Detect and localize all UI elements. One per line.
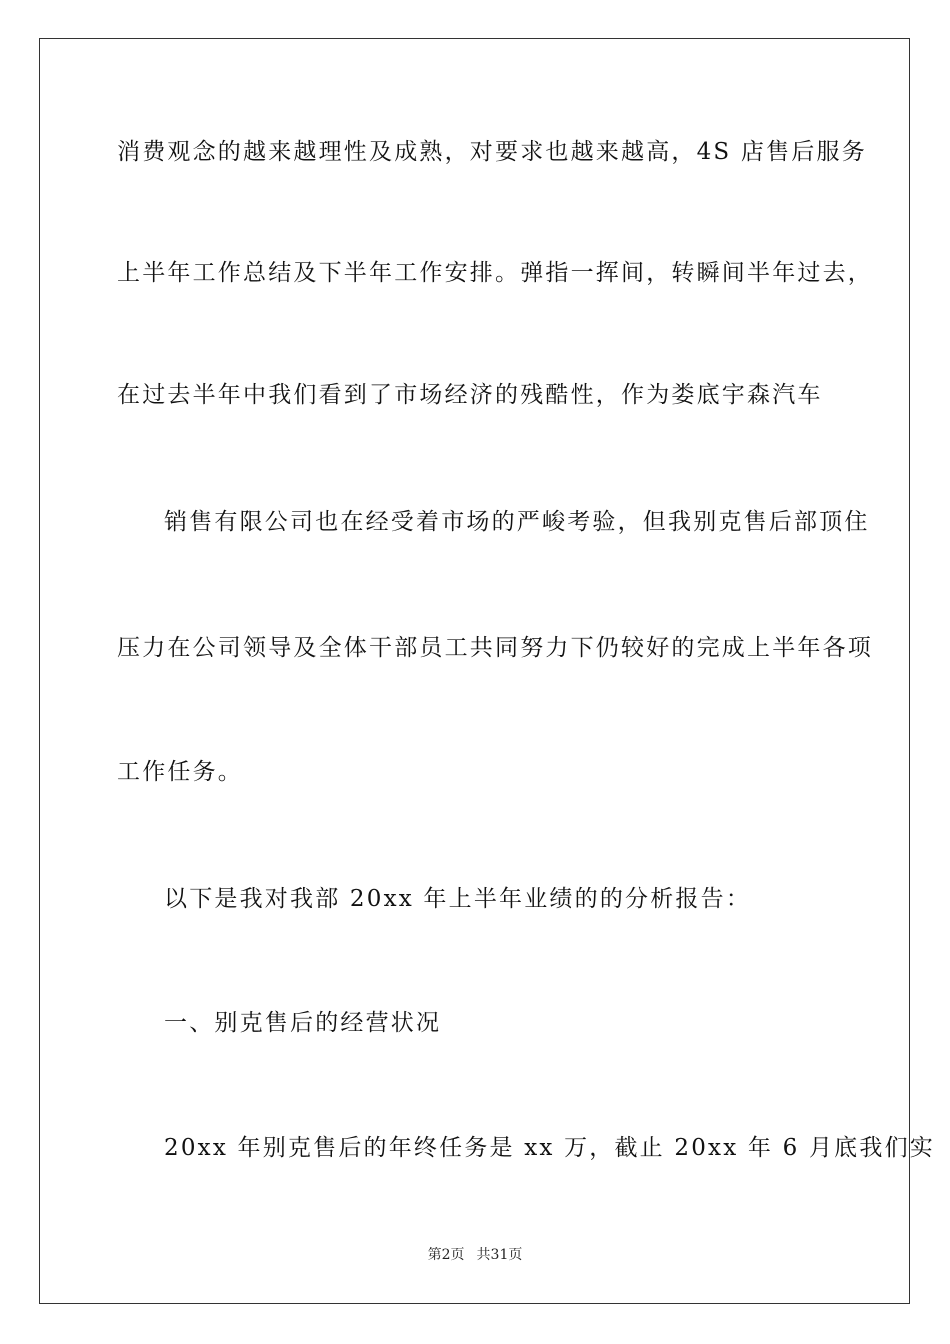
body-line-6: 工作任务。 — [117, 759, 243, 785]
page-number: 第2页 — [427, 1247, 465, 1263]
section-heading: 一、别克售后的经营状况 — [164, 1010, 442, 1036]
body-line-3: 在过去半年中我们看到了市场经济的残酷性，作为娄底宇森汽车 — [117, 382, 823, 408]
body-line-5: 压力在公司领导及全体干部员工共同努力下仍较好的完成上半年各项 — [117, 635, 873, 661]
body-line-4: 销售有限公司也在经受着市场的严峻考验，但我别克售后部顶住 — [164, 509, 870, 535]
body-line-7: 以下是我对我部 20xx 年上半年业绩的的分析报告： — [164, 886, 752, 912]
body-line-9: 20xx 年别克售后的年终任务是 xx 万，截止 20xx 年 6 月底我们实 — [164, 1135, 935, 1161]
page-border — [39, 38, 910, 1304]
body-line-2: 上半年工作总结及下半年工作安排。弹指一挥间，转瞬间半年过去， — [117, 260, 873, 286]
page-total: 共31页 — [476, 1247, 523, 1263]
body-line-1: 消费观念的越来越理性及成熟，对要求也越来越高，4S 店售后服务 — [117, 139, 867, 165]
page-footer — [0, 1246, 950, 1264]
